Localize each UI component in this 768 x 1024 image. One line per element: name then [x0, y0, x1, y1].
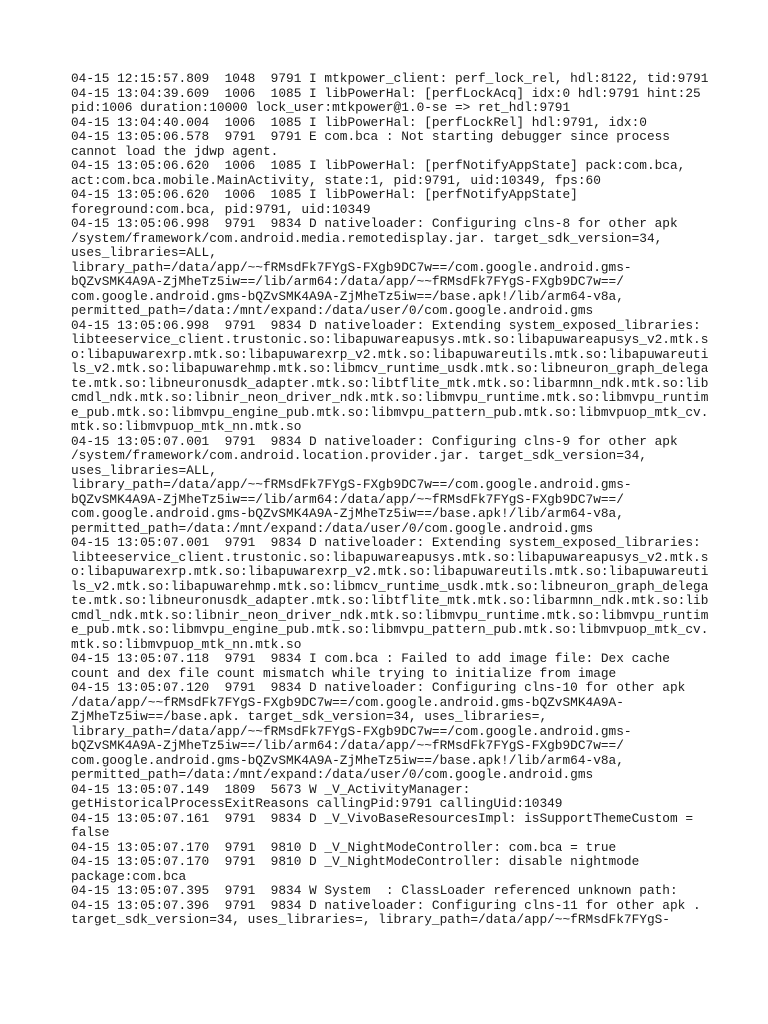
log-line: mtk.so:libmvpuop_mtk_nn.mtk.so — [71, 636, 302, 652]
log-line: pid:1006 duration:10000 lock_user:mtkpower@1.0-se => ret_hdl:9791 — [71, 100, 571, 115]
log-line: com.google.android.gms-bQZvSMK4A9A-ZjMheTz5iw==/base.apk!/lib/arm64-v8a, — [71, 288, 624, 304]
log-line: libteeservice_client.trustonic.so:libapuwareapusys.mtk.so:libapuwareapusys_v2.mtk.s — [71, 332, 709, 347]
log-line: library_path=/data/app/~~fRMsdFk7FYgS-FXgb9DC7w==/com.google.android.gms- — [71, 477, 632, 492]
log-line: target_sdk_version=34, uses_libraries=, library_path=/data/app/~~fRMsdFk7FYgS- — [71, 912, 670, 927]
log-line: act:com.bca.mobile.MainActivity, state:1, pid:9791, uid:10349, fps:60 — [71, 172, 601, 188]
log-line: 04-15 13:05:07.001 9791 9834 D nativeloader: Configuring clns-9 for other apk — [71, 433, 678, 449]
log-line: /system/framework/com.android.location.provider.jar. target_sdk_version=34, — [71, 448, 647, 463]
log-line: 04-15 13:05:06.998 9791 9834 D nativeloader: Configuring clns-8 for other apk — [71, 216, 678, 231]
log-line: e_pub.mtk.so:libmvpu_engine_pub.mtk.so:libmvpu_pattern_pub.mtk.so:libmvpuop_mtk_cv. — [71, 622, 709, 637]
log-line: 04-15 13:05:07.395 9791 9834 W System : ClassLoader referenced unknown path: — [71, 883, 678, 898]
log-line: library_path=/data/app/~~fRMsdFk7FYgS-FXgb9DC7w==/com.google.android.gms- — [71, 723, 632, 739]
log-line: foreground:com.bca, pid:9791, uid:10349 — [71, 201, 371, 217]
log-line: com.google.android.gms-bQZvSMK4A9A-ZjMheTz5iw==/base.apk!/lib/arm64-v8a, — [71, 506, 624, 521]
log-line: count and dex file count mismatch while trying to initialize from image — [71, 665, 617, 681]
log-line: com.google.android.gms-bQZvSMK4A9A-ZjMheTz5iw==/base.apk!/lib/arm64-v8a, — [71, 752, 624, 768]
log-line: /system/framework/com.android.media.remotedisplay.jar. target_sdk_version=34, — [71, 230, 663, 246]
log-line: 04-15 13:05:07.161 9791 9834 D _V_VivoBaseResourcesImpl: isSupportThemeCustom = — [71, 810, 694, 826]
log-line: false — [71, 825, 110, 840]
log-text-block — [71, 72, 731, 928]
log-line: permitted_path=/data:/mnt/expand:/data/user/0/com.google.android.gms — [71, 303, 594, 318]
log-line: te.mtk.so:libneuronusdk_adapter.mtk.so:libtflite_mtk.mtk.so:libarmnn_ndk.mtk.so:lib — [71, 375, 709, 391]
log-line: 04-15 12:15:57.809 1048 9791 I mtkpower_client: perf_lock_rel, hdl:8122, tid:9791 — [71, 71, 709, 86]
log-line: ls_v2.mtk.so:libapuwarehmp.mtk.so:libmcv_runtime_usdk.mtk.so:libneuron_graph_delega — [71, 578, 709, 594]
log-line: libteeservice_client.trustonic.so:libapuwareapusys.mtk.so:libapuwareapusys_v2.mtk.s — [71, 549, 709, 565]
log-line: e_pub.mtk.so:libmvpu_engine_pub.mtk.so:libmvpu_pattern_pub.mtk.so:libmvpuop_mtk_cv. — [71, 404, 709, 420]
log-line: mtk.so:libmvpuop_mtk_nn.mtk.so — [71, 419, 302, 434]
log-line: 04-15 13:05:07.149 1809 5673 W _V_ActivityManager: — [71, 781, 471, 797]
log-line: te.mtk.so:libneuronusdk_adapter.mtk.so:libtflite_mtk.mtk.so:libarmnn_ndk.mtk.so:lib — [71, 593, 709, 608]
log-line: 04-15 13:05:06.578 9791 9791 E com.bca : Not starting debugger since process — [71, 129, 670, 144]
log-line: o:libapuwarexrp.mtk.so:libapuwarexrp_v2.mtk.so:libapuwareutils.mtk.so:libapuwareuti — [71, 346, 709, 362]
log-line: bQZvSMK4A9A-ZjMheTz5iw==/lib/arm64:/data/app/~~fRMsdFk7FYgS-FXgb9DC7w==/ — [71, 274, 624, 289]
log-line: 04-15 13:05:07.170 9791 9810 D _V_NightModeController: disable nightmode — [71, 854, 640, 869]
log-line: cmdl_ndk.mtk.so:libnir_neon_driver_ndk.mtk.so:libmvpu_runtime.mtk.so:libmvpu_runtim — [71, 390, 709, 405]
log-line: package:com.bca — [71, 868, 187, 884]
log-line: uses_libraries=ALL, — [71, 245, 217, 260]
log-line: 04-15 13:04:40.004 1006 1085 I libPowerHal: [perfLockRel] hdl:9791, idx:0 — [71, 114, 647, 130]
log-line: 04-15 13:05:07.118 9791 9834 I com.bca : Failed to add image file: Dex cache — [71, 651, 670, 666]
log-line: 04-15 13:05:06.998 9791 9834 D nativeloader: Extending system_exposed_libraries: — [71, 317, 701, 333]
log-line: bQZvSMK4A9A-ZjMheTz5iw==/lib/arm64:/data/app/~~fRMsdFk7FYgS-FXgb9DC7w==/ — [71, 738, 624, 753]
log-line: ls_v2.mtk.so:libapuwarehmp.mtk.so:libmcv_runtime_usdk.mtk.so:libneuron_graph_delega — [71, 361, 709, 376]
log-line: cannot load the jdwp agent. — [71, 143, 279, 159]
log-line: uses_libraries=ALL, — [71, 462, 217, 478]
log-line: ZjMheTz5iw==/base.apk. target_sdk_version=34, uses_libraries=, — [71, 709, 548, 724]
log-line: o:libapuwarexrp.mtk.so:libapuwarexrp_v2.mtk.so:libapuwareutils.mtk.so:libapuwareuti — [71, 564, 709, 579]
log-line: 04-15 13:05:07.396 9791 9834 D nativeloader: Configuring clns-11 for other apk . — [71, 897, 701, 913]
log-line: 04-15 13:04:39.609 1006 1085 I libPowerHal: [perfLockAcq] idx:0 hdl:9791 hint:25 — [71, 85, 701, 101]
log-line: 04-15 13:05:06.620 1006 1085 I libPowerHal: [perfNotifyAppState] pack:com.bca, — [71, 158, 686, 173]
log-line: 04-15 13:05:07.001 9791 9834 D nativeloader: Extending system_exposed_libraries: — [71, 535, 701, 550]
log-line: 04-15 13:05:06.620 1006 1085 I libPowerHal: [perfNotifyAppState] — [71, 187, 578, 202]
log-line: 04-15 13:05:07.170 9791 9810 D _V_NightModeController: com.bca = true — [71, 839, 617, 855]
log-line: library_path=/data/app/~~fRMsdFk7FYgS-FXgb9DC7w==/com.google.android.gms- — [71, 259, 632, 275]
log-line: 04-15 13:05:07.120 9791 9834 D nativeloader: Configuring clns-10 for other apk — [71, 680, 686, 695]
log-line: bQZvSMK4A9A-ZjMheTz5iw==/lib/arm64:/data/app/~~fRMsdFk7FYgS-FXgb9DC7w==/ — [71, 491, 624, 507]
log-line: permitted_path=/data:/mnt/expand:/data/user/0/com.google.android.gms — [71, 767, 594, 782]
log-line: cmdl_ndk.mtk.so:libnir_neon_driver_ndk.mtk.so:libmvpu_runtime.mtk.so:libmvpu_runtim — [71, 607, 709, 623]
log-line: getHistoricalProcessExitReasons callingPid:9791 callingUid:10349 — [71, 796, 563, 811]
log-line: /data/app/~~fRMsdFk7FYgS-FXgb9DC7w==/com.google.android.gms-bQZvSMK4A9A- — [71, 694, 624, 710]
log-line: permitted_path=/data:/mnt/expand:/data/user/0/com.google.android.gms — [71, 520, 594, 536]
